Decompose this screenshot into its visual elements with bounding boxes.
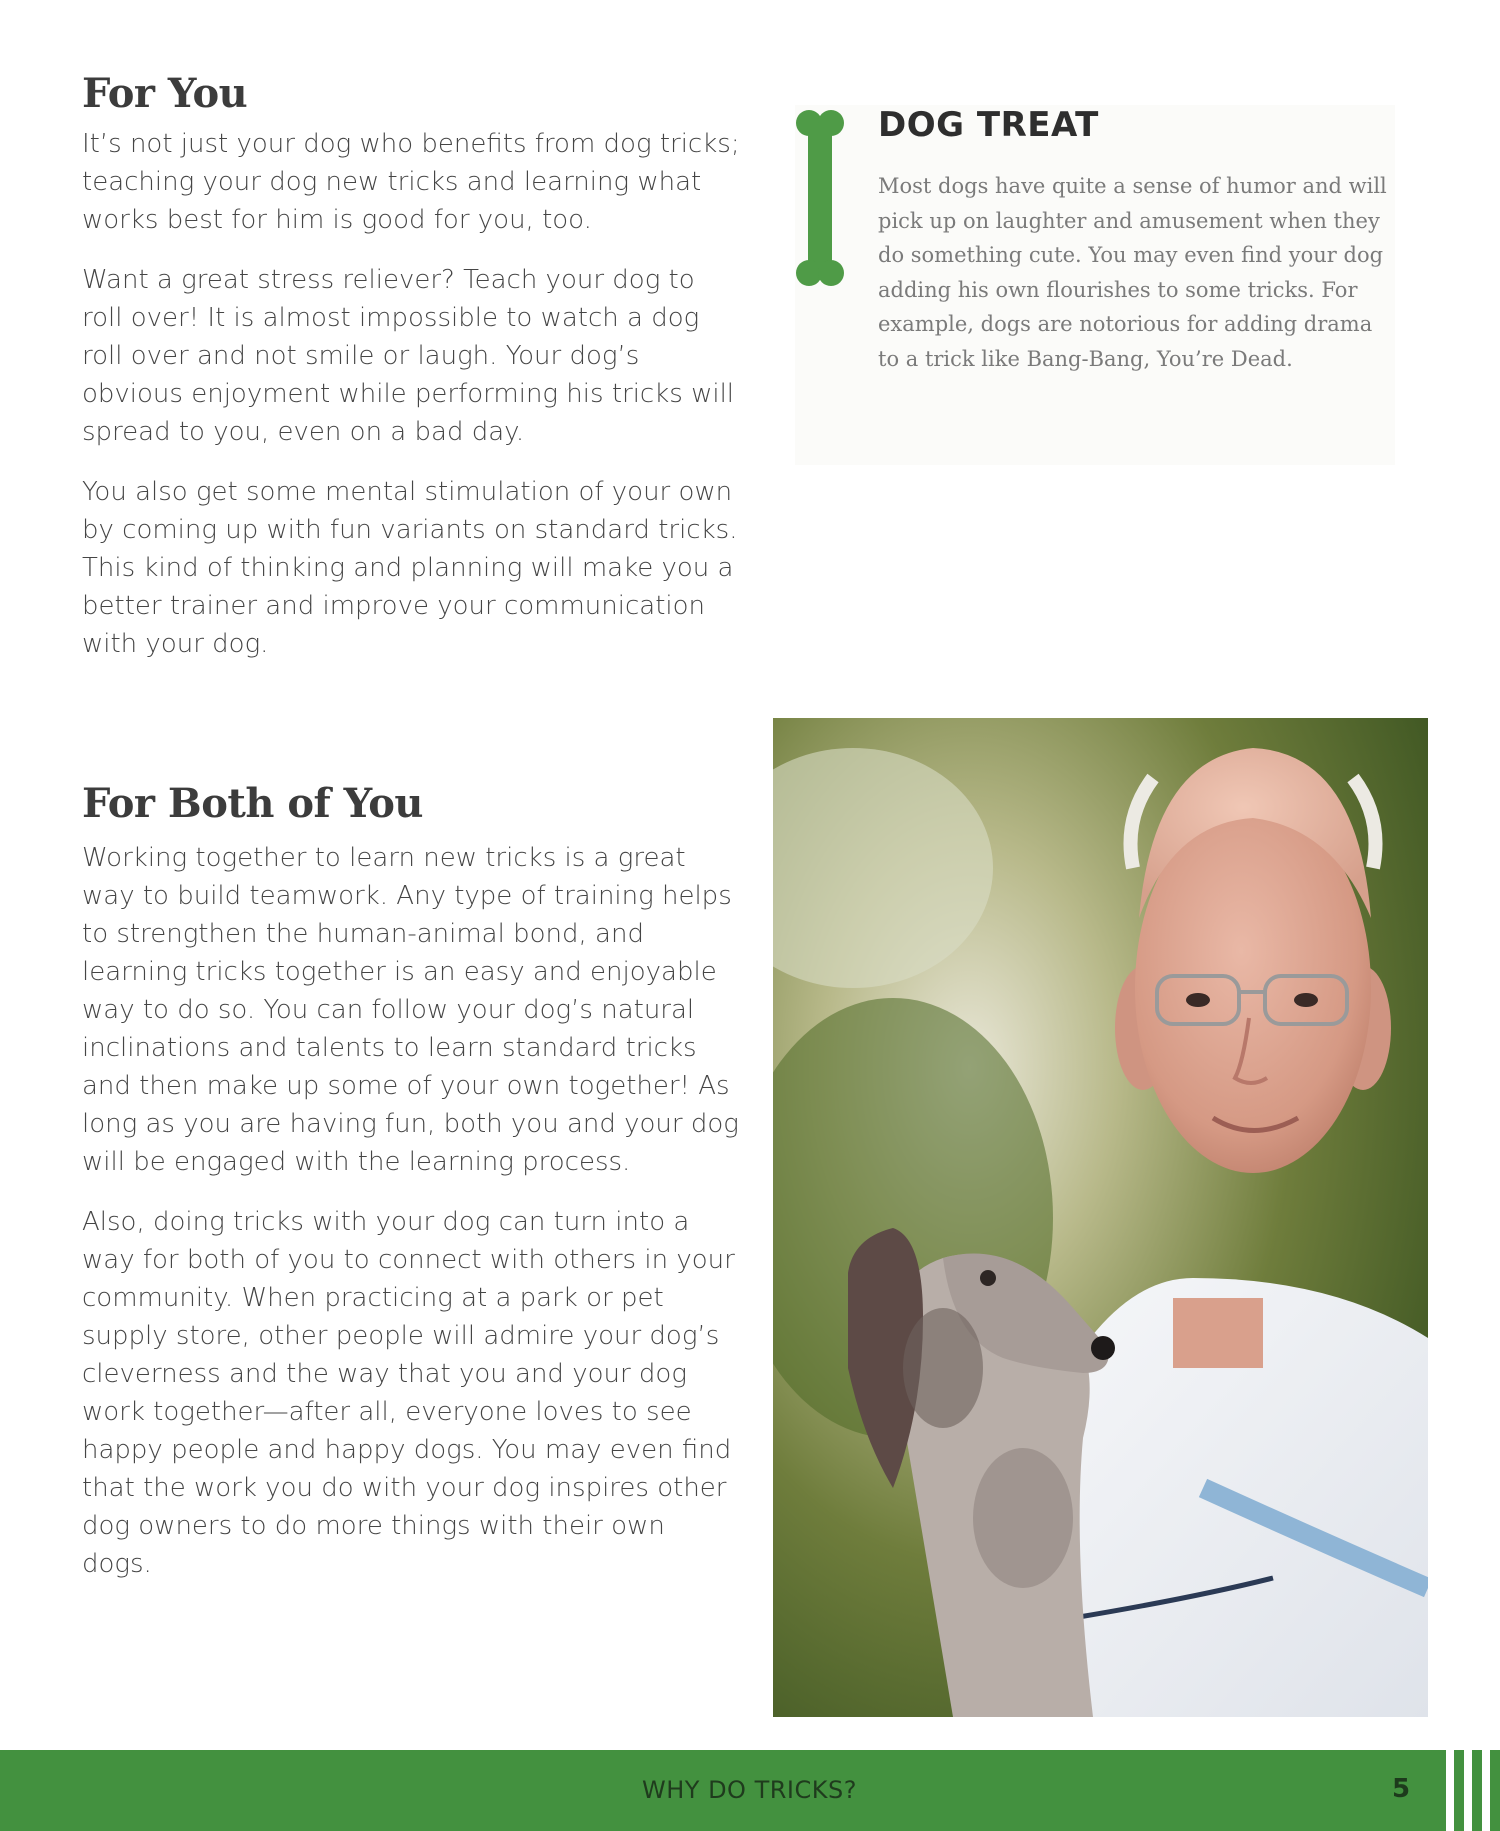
dog-treat-sidebar [795,105,1395,465]
photo-man-with-dachshund [773,718,1428,1717]
dog-treat-title: DOG TREAT [878,105,1099,145]
footer-bar [0,1750,1500,1831]
section-heading: For You [82,70,248,117]
paragraph: It’s not just your dog who benefits from dog tricks; teaching your dog new tricks and learning what works best for him is good for you, too. [82,129,740,235]
bone-icon [795,109,845,287]
footer-title: WHY DO TRICKS? [642,1776,857,1804]
section-for-both [82,780,742,1605]
photo-illustration [773,718,1428,1717]
section-for-you [82,70,742,685]
section-heading: For Both of You [82,780,424,827]
paragraph: Also, doing tricks with your dog can turn into a way for both of you to connect with others in your community. When practicing at a park or pet supply store, other people will admire your dog’s cleverness and the way that you and your dog work together—after all, everyone loves to see happy people and happy dogs. You may even find that the work you do with your dog inspires other dog owners to do more things with their own dogs. [82,1207,735,1579]
paragraph: You also get some mental stimulation of your own by coming up with fun variants on standard tricks. This kind of thinking and planning will make you a better trainer and improve your communication with your dog. [82,477,738,659]
paragraph: Working together to learn new tricks is a great way to build teamwork. Any type of training helps to strengthen the human-animal bond, and learning tricks together is an easy and enjoyable way to do so. You can follow your dog’s natural inclinations and talents to learn standard tricks and then make up some of your own together! As long as you are having fun, both you and your dog will be engaged with the learning process. [82,843,739,1177]
dog-treat-text: Most dogs have quite a sense of humor and will pick up on laughter and amusement when they do something cute. You may even find your dog adding his own flourishes to some tricks. For example, dogs are notorious for adding drama to a trick like Bang-Bang, You’re Dead. [878,174,1387,371]
stripes-decoration [1438,1750,1500,1831]
paragraph: Want a great stress reliever? Teach your dog to roll over! It is almost impossible to watch a dog roll over and not smile or laugh. Your dog’s obvious enjoyment while performing his tricks will spread to you, even on a bad day. [82,265,735,447]
page-number: 5 [1392,1774,1411,1804]
